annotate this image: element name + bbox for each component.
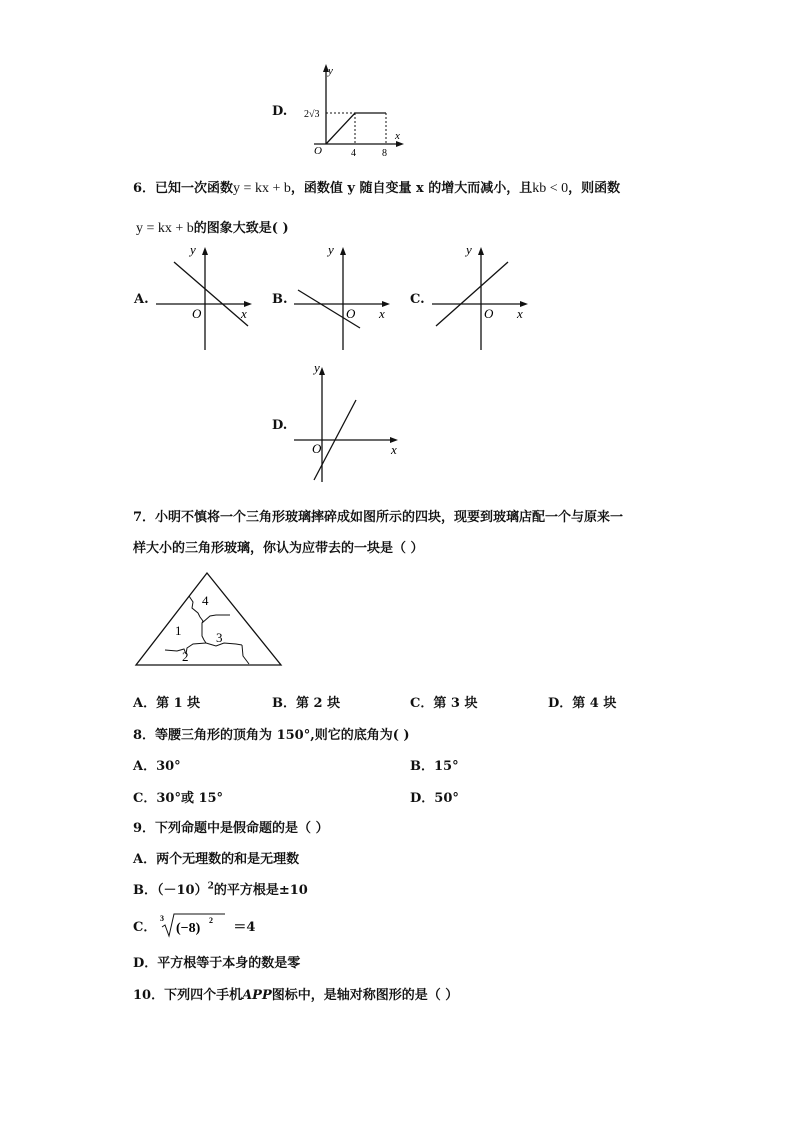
q9-root-index: 3 — [159, 914, 164, 923]
q8-option-b[interactable]: B．15° — [410, 759, 459, 774]
q7-option-a[interactable]: A．第 1 块 — [133, 696, 201, 711]
q6a-x-label: x — [241, 306, 247, 321]
q9-stem: 9．下列命题中是假命题的是（ ） — [133, 821, 329, 836]
q5-y-tick: 2√3 — [304, 109, 320, 120]
q7-piece-2-label: 2 — [182, 649, 189, 664]
q5-option-d-label: D. — [272, 104, 288, 119]
q6c-x-label: x — [517, 306, 523, 321]
q6-expr-2: y = kx + b — [136, 221, 194, 236]
q7-piece-3-label: 3 — [216, 630, 223, 645]
q6d-y-label: y — [314, 360, 320, 375]
q9-option-b-sup: 2 — [207, 881, 214, 892]
q7-option-b[interactable]: B．第 2 块 — [272, 696, 341, 711]
q6d-origin-label: O — [312, 441, 322, 456]
q6-expr-kb: kb < 0 — [532, 181, 569, 196]
q8-option-d[interactable]: D．50° — [410, 791, 459, 806]
q6-option-a-graph — [150, 242, 260, 354]
q9-option-c-pre: C． — [133, 919, 157, 935]
q7-broken-triangle-figure — [132, 570, 292, 670]
q6c-origin-label: O — [484, 306, 494, 321]
q8-stem: 8．等腰三角形的顶角为 150°,则它的底角为( ) — [133, 728, 410, 743]
q5-x-tick-4: 4 — [351, 148, 356, 159]
q6-number: 6．已知一次函数 — [133, 181, 234, 196]
q8-option-a[interactable]: A．30° — [133, 759, 181, 774]
q9-option-b-pre: B．（－10） — [133, 883, 208, 898]
q9-cube-root-sign — [159, 912, 229, 938]
q10-stem-post: 图标中，是轴对称图形的是（ ） — [271, 988, 459, 1003]
q5-x-tick-8: 8 — [382, 148, 387, 159]
q7-piece-1-label: 1 — [175, 623, 182, 638]
q7-piece-4-label: 4 — [202, 593, 209, 608]
q9-radicand: (−8) — [175, 921, 201, 936]
q6a-origin-label: O — [192, 306, 202, 321]
q6-expr-1: y = kx + b — [233, 181, 291, 196]
q6-option-d-graph — [288, 360, 408, 485]
q5-option-d-graph — [300, 60, 410, 160]
q9-option-c[interactable] — [133, 912, 255, 936]
q7-stem-line2: 样大小的三角形玻璃，你认为应带去的一块是（ ） — [133, 541, 424, 556]
q6-option-c-graph — [426, 242, 536, 354]
q5-origin-label: O — [314, 145, 322, 157]
q9-option-b[interactable] — [133, 879, 308, 898]
q6b-x-label: x — [379, 306, 385, 321]
q9-option-d[interactable]: D．平方根等于本身的数是零 — [133, 956, 301, 971]
q5-x-label: x — [395, 130, 400, 142]
q6-stem-line2-end: 的图象大致是( ) — [193, 221, 289, 236]
q6c-y-label: y — [466, 242, 472, 257]
q8-option-c[interactable]: C．30°或 15° — [133, 791, 224, 806]
q6-stem-line1 — [133, 177, 620, 197]
q6b-origin-label: O — [346, 306, 356, 321]
q5-y-label: y — [328, 65, 333, 77]
q9-option-a[interactable]: A．两个无理数的和是无理数 — [133, 852, 300, 867]
q6-stem-line2 — [136, 217, 289, 237]
q6a-y-label: y — [190, 242, 196, 257]
q10-stem — [133, 984, 458, 1003]
q6-option-b-label[interactable]: B. — [272, 292, 288, 307]
q6b-y-label: y — [328, 242, 334, 257]
q6-option-a-label[interactable]: A. — [134, 292, 149, 307]
q7-stem-line1: 7．小明不慎将一个三角形玻璃摔碎成如图所示的四块，现要到玻璃店配一个与原来一 — [133, 510, 624, 525]
q6-option-b-graph — [288, 242, 398, 354]
q10-stem-pre: 10．下列四个手机 — [133, 988, 243, 1003]
q6-stem-mid: ，函数值 y 随自变量 x 的增大而减小，且 — [290, 181, 533, 196]
q6-option-c-label[interactable]: C. — [410, 292, 425, 307]
q10-app-word: APP — [242, 988, 272, 1003]
q9-option-c-post: ＝4 — [233, 919, 256, 935]
q6-option-d-label[interactable]: D. — [272, 418, 288, 433]
q6-stem-end: ，则函数 — [568, 181, 621, 196]
q9-option-b-post: 的平方根是±10 — [213, 883, 308, 898]
q9-radicand-sup: 2 — [208, 916, 213, 925]
q7-option-c[interactable]: C．第 3 块 — [410, 696, 478, 711]
q6d-x-label: x — [391, 442, 397, 457]
q7-option-d[interactable]: D．第 4 块 — [548, 696, 617, 711]
